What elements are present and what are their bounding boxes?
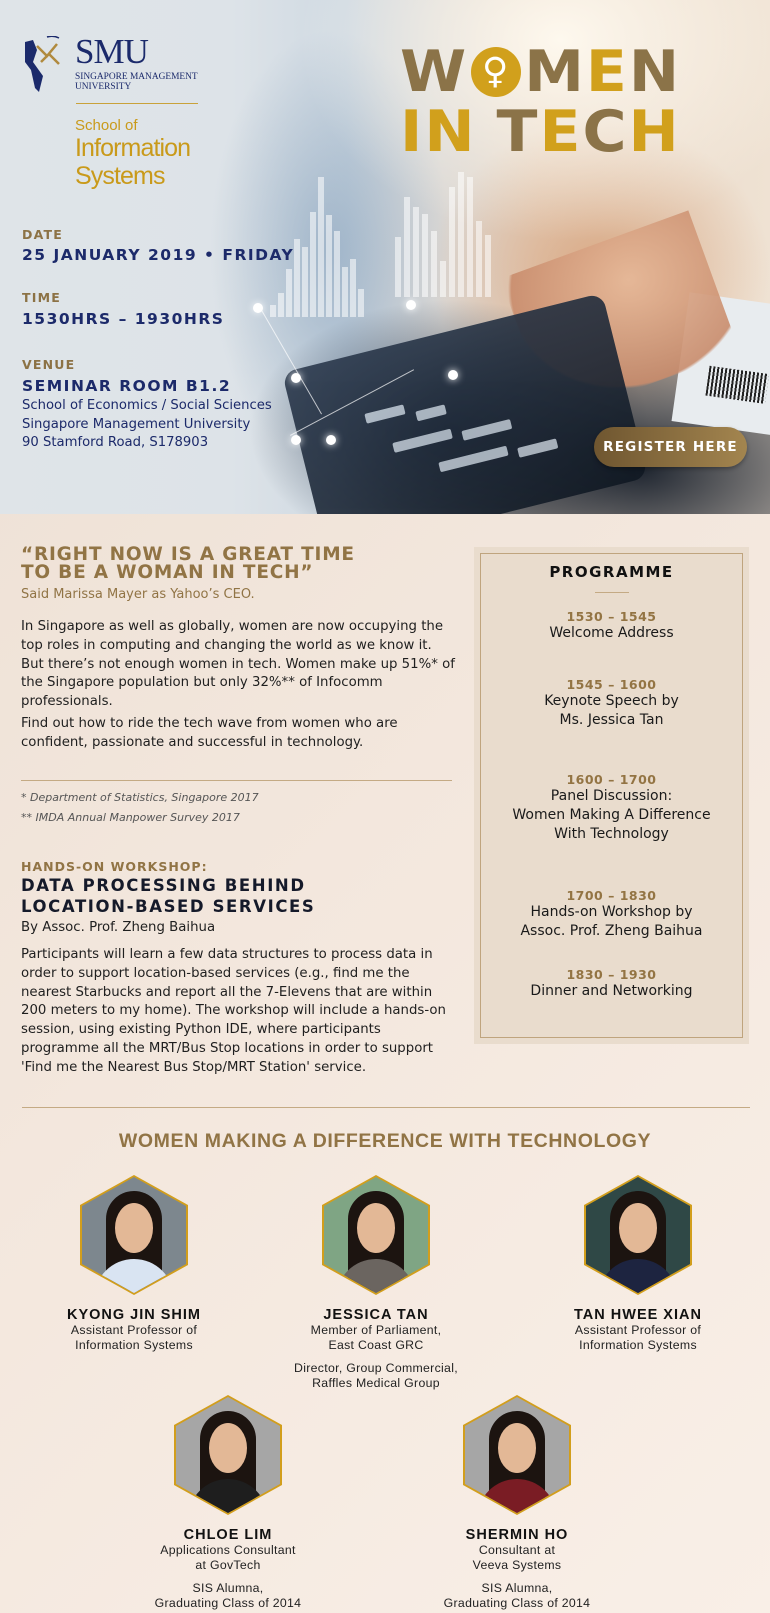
programme-item (474, 609, 749, 643)
programme-time: 1545 – 1600 (566, 677, 657, 692)
speaker-title: East Coast GRC (328, 1338, 424, 1352)
event-title-line-2 (400, 98, 700, 166)
title-letter: N (628, 38, 682, 106)
programme-time: 1700 – 1830 (566, 888, 657, 903)
programme-title: PROGRAMME (549, 563, 674, 581)
speaker-card (103, 1395, 353, 1611)
title-letter-o-female-symbol-icon: ♀ (471, 47, 521, 97)
speaker-detail: SIS Alumna, (481, 1581, 553, 1595)
programme-time: 1530 – 1545 (566, 609, 657, 624)
speaker-card (9, 1175, 259, 1353)
network-dot (291, 373, 301, 383)
programme-activity: Hands-on Workshop by (530, 904, 693, 920)
footnote: * Department of Statistics, Singapore 2017 (21, 791, 259, 804)
event-title (400, 38, 700, 166)
smu-logo (23, 26, 203, 106)
intro-paragraph: Find out how to ride the tech wave from women who are confident, passionate and successful in technology. (21, 716, 398, 750)
speaker-title: Consultant at (478, 1543, 556, 1557)
programme-item (474, 888, 749, 941)
speaker-photo (80, 1175, 188, 1295)
network-dot (253, 303, 263, 313)
speaker-title: Information Systems (75, 1338, 193, 1352)
footnote: ** IMDA Annual Manpower Survey 2017 (21, 811, 240, 824)
title-letter: I (400, 98, 425, 166)
workshop-presenter: By Assoc. Prof. Zheng Baihua (21, 920, 216, 935)
speaker-title: Information Systems (579, 1338, 697, 1352)
programme-activity: Panel Discussion: (550, 788, 673, 804)
event-title-line-1 (400, 38, 700, 106)
title-letter: T (496, 98, 540, 166)
divider (22, 1107, 750, 1108)
programme-activity: With Technology (554, 826, 669, 842)
title-letter: N (424, 98, 477, 166)
venue-label: VENUE (22, 357, 76, 372)
logo-line-2: UNIVERSITY (75, 82, 132, 92)
title-letter: E (585, 38, 629, 106)
programme-time: 1600 – 1700 (566, 772, 657, 787)
programme-activity: Dinner and Networking (530, 983, 693, 999)
school-line-2: Information (75, 134, 191, 162)
speaker-card (513, 1175, 763, 1353)
speaker-card (392, 1395, 642, 1611)
title-letter: C (582, 98, 629, 166)
network-dot (448, 370, 458, 380)
speaker-photo (174, 1395, 282, 1515)
date-label: DATE (22, 227, 63, 242)
programme-item (474, 967, 749, 1001)
intro-paragraph: In Singapore as well as globally, women are now occupying the top roles in computing and changing the world as we know it. But there’s not enough women in tech. Women make up 51%* of the Singapore population but only 32%** of Infocomm professionals. (21, 619, 455, 710)
speakers-heading: WOMEN MAKING A DIFFERENCE WITH TECHNOLOGY (118, 1130, 652, 1152)
speaker-detail: Graduating Class of 2014 (443, 1596, 591, 1610)
programme-activity: Women Making A Difference (512, 807, 711, 823)
speaker-name: SHERMIN HO (465, 1527, 569, 1543)
programme-activity: Ms. Jessica Tan (559, 712, 664, 728)
speaker-title: Assistant Professor of (70, 1323, 198, 1337)
speaker-card (251, 1175, 501, 1391)
quote-line-2: TO BE A WOMAN IN TECH” (21, 562, 314, 583)
programme-activity: Keynote Speech by (544, 693, 679, 709)
school-line-1: School of (75, 117, 138, 134)
title-letter: M (524, 38, 586, 106)
programme-time: 1830 – 1930 (566, 967, 657, 982)
programme-panel (474, 547, 749, 1044)
quote-attribution: Said Marissa Mayer as Yahoo’s CEO. (21, 587, 255, 602)
venue-address-line: School of Economics / Social Sciences (22, 398, 272, 413)
speaker-name: TAN HWEE XIAN (574, 1307, 702, 1323)
network-dot (406, 300, 416, 310)
speaker-name: JESSICA TAN (323, 1307, 429, 1323)
event-banner (0, 0, 770, 514)
programme-title-underline (595, 592, 629, 593)
speaker-title: at GovTech (195, 1558, 261, 1572)
venue-address-line: Singapore Management University (22, 417, 251, 432)
school-line-3: Systems (75, 162, 165, 190)
tablet-image (282, 293, 648, 514)
venue-address-line: 90 Stamford Road, S178903 (22, 435, 209, 450)
decorative-bar-chart (395, 170, 505, 297)
workshop-label: HANDS-ON WORKSHOP: (21, 859, 208, 874)
network-dot (291, 435, 301, 445)
speaker-photo (322, 1175, 430, 1295)
speaker-photo (463, 1395, 571, 1515)
programme-item (474, 772, 749, 844)
workshop-title-line-2: LOCATION-BASED SERVICES (21, 897, 316, 916)
speaker-detail: Graduating Class of 2014 (154, 1596, 302, 1610)
venue-name: SEMINAR ROOM B1.2 (22, 377, 232, 395)
programme-activity: Assoc. Prof. Zheng Baihua (520, 923, 703, 939)
logo-line-1: SINGAPORE MANAGEMENT (75, 72, 198, 82)
date-value: 25 JANUARY 2019 • FRIDAY (22, 246, 295, 264)
register-button[interactable]: REGISTER HERE (594, 427, 747, 467)
time-value: 1530HRS – 1930HRS (22, 310, 225, 328)
time-label: TIME (22, 290, 61, 305)
title-letter: W (400, 38, 469, 106)
smu-crest-icon (23, 36, 69, 94)
logo-subtitle (75, 72, 198, 92)
speaker-title: Veeva Systems (472, 1558, 562, 1572)
speaker-name: CHLOE LIM (183, 1527, 273, 1543)
quote-line-1: “RIGHT NOW IS A GREAT TIME (21, 544, 355, 565)
speaker-photo (584, 1175, 692, 1295)
title-letter: H (628, 98, 681, 166)
speaker-name: KYONG JIN SHIM (66, 1307, 202, 1323)
logo-divider (76, 103, 198, 104)
speaker-detail: SIS Alumna, (192, 1581, 264, 1595)
programme-item (474, 677, 749, 730)
speaker-title: Assistant Professor of (574, 1323, 702, 1337)
workshop-description: Participants will learn a few data structures to process data in order to support location-based services (e.g., find me the nearest Starbucks and report all the 7-Elevens that are within 200 meters to my home). The workshop will include a hands-on session, using existing Python IDE, where participants programme all the MRT/Bus Stop locations in order to support 'Find me the Nearest Bus Stop/MRT Station' service. (21, 947, 446, 1075)
network-dot (326, 435, 336, 445)
logo-wordmark: SMU (75, 32, 148, 71)
divider (21, 780, 452, 781)
speaker-detail: Director, Group Commercial, (294, 1361, 458, 1375)
programme-activity: Welcome Address (549, 625, 674, 641)
speaker-title: Applications Consultant (160, 1543, 296, 1557)
speaker-title: Member of Parliament, (310, 1323, 442, 1337)
workshop-title-line-1: DATA PROCESSING BEHIND (21, 876, 306, 895)
speaker-detail: Raffles Medical Group (312, 1376, 440, 1390)
title-letter: E (539, 98, 583, 166)
